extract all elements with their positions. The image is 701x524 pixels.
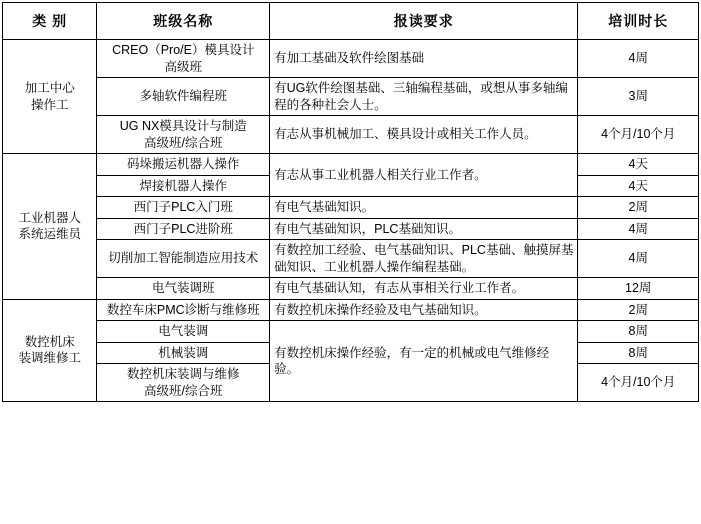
course-table [2, 2, 699, 402]
class-name-cell: 码垛搬运机器人操作 [97, 154, 270, 176]
table-row [3, 240, 699, 278]
duration-cell: 4周 [578, 218, 699, 240]
table-header-row [3, 3, 699, 40]
table-row [3, 40, 699, 78]
duration-cell: 3周 [578, 78, 699, 116]
requirement-cell: 有志从事机械加工、模具设计或相关工作人员。 [270, 116, 578, 154]
duration-cell: 4天 [578, 154, 699, 176]
table-header [3, 3, 699, 40]
class-name-cell: 数控车床PMC诊断与维修班 [97, 299, 270, 321]
class-name-cell: 焊接机器人操作 [97, 175, 270, 197]
class-name-cell: 切削加工智能制造应用技术 [97, 240, 270, 278]
table-row [3, 299, 699, 321]
duration-cell: 8周 [578, 342, 699, 364]
requirement-cell: 有UG软件绘图基础、三轴编程基础，或想从事多轴编程的各种社会人士。 [270, 78, 578, 116]
duration-cell: 2周 [578, 197, 699, 219]
duration-cell: 8周 [578, 321, 699, 343]
requirement-cell: 有数控加工经验、电气基础知识、PLC基础、触摸屏基础知识、工业机器人操作编程基础。 [270, 240, 578, 278]
requirement-cell: 有志从事工业机器人相关行业工作者。 [270, 154, 578, 197]
requirement-cell: 有数控机床操作经验及电气基础知识。 [270, 299, 578, 321]
requirement-cell: 有电气基础认知，有志从事相关行业工作者。 [270, 278, 578, 300]
category-cell: 数控机床 装调维修工 [3, 299, 97, 402]
class-name-cell: 机械装调 [97, 342, 270, 364]
class-name-cell: UG NX模具设计与制造 高级班/综合班 [97, 116, 270, 154]
column-header-class-name: 班级名称 [97, 3, 270, 40]
table-row [3, 278, 699, 300]
table-body [3, 40, 699, 402]
duration-cell: 4个月/10个月 [578, 116, 699, 154]
class-name-cell: 多轴软件编程班 [97, 78, 270, 116]
class-name-cell: 电气装调 [97, 321, 270, 343]
requirement-cell: 有加工基础及软件绘图基础 [270, 40, 578, 78]
duration-cell: 4个月/10个月 [578, 364, 699, 402]
class-name-cell: 西门子PLC进阶班 [97, 218, 270, 240]
duration-cell: 4天 [578, 175, 699, 197]
class-name-cell: 电气装调班 [97, 278, 270, 300]
table-row [3, 321, 699, 343]
category-cell: 加工中心 操作工 [3, 40, 97, 154]
table-row [3, 78, 699, 116]
column-header-category: 类 别 [3, 3, 97, 40]
column-header-requirement: 报读要求 [270, 3, 578, 40]
duration-cell: 2周 [578, 299, 699, 321]
table-row [3, 116, 699, 154]
class-name-cell: 数控机床装调与维修 高级班/综合班 [97, 364, 270, 402]
category-cell: 工业机器人 系统运维员 [3, 154, 97, 300]
table-row [3, 197, 699, 219]
requirement-cell: 有电气基础知识，PLC基础知识。 [270, 218, 578, 240]
duration-cell: 12周 [578, 278, 699, 300]
requirement-cell: 有数控机床操作经验，有一定的机械或电气维修经验。 [270, 321, 578, 402]
class-name-cell: CREO（Pro/E）模具设计 高级班 [97, 40, 270, 78]
requirement-cell: 有电气基础知识。 [270, 197, 578, 219]
duration-cell: 4周 [578, 240, 699, 278]
table-row [3, 154, 699, 176]
duration-cell: 4周 [578, 40, 699, 78]
class-name-cell: 西门子PLC入门班 [97, 197, 270, 219]
column-header-duration: 培训时长 [578, 3, 699, 40]
table-row [3, 218, 699, 240]
